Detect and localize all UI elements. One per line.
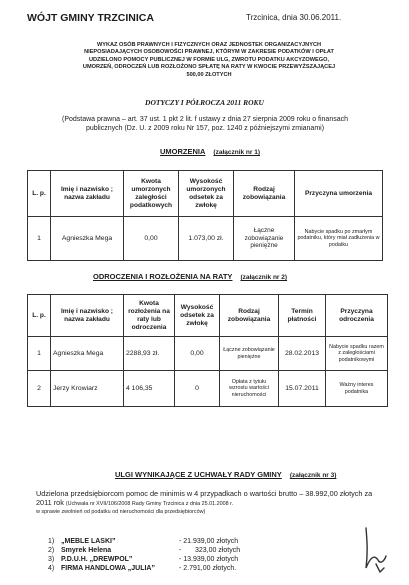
cell-lp: 1 bbox=[28, 217, 51, 261]
cell-name: Agnieszka Mega bbox=[51, 217, 124, 261]
cell-due: 15.07.2011 bbox=[279, 371, 326, 407]
section1-attachment: (załącznik nr 1) bbox=[213, 149, 261, 156]
cell-reason: Nabycie spadku razem z zaległościami podatnikowymi bbox=[326, 337, 388, 371]
col-header: Kwota umorzonych zaległości podatkowych bbox=[124, 171, 179, 217]
cell-lp: 1 bbox=[28, 337, 51, 371]
beneficiary-name: FIRMA HANDLOWA „JULIA” bbox=[61, 565, 155, 572]
title-line: UMORZEŃ, ODROCZEŃ LUB ROZŁOŻONO SPŁATĘ NA RATY W KWOCIE PRZEWYŻSZAJĄCEJ bbox=[82, 64, 336, 71]
cell-type: Opłata z tytułu wzrostu wartości nieruchomości bbox=[220, 371, 279, 407]
section1-title: UMORZENIA bbox=[160, 147, 206, 156]
cell-interest: 1.073,00 zł. bbox=[179, 217, 234, 261]
item-number: 1) bbox=[48, 538, 55, 545]
title-line: NIEPOSIADAJĄCYCH OSOBOWOŚCI PRAWNEJ, KTÓRYM W ZAKRESIE PODATKÓW I OPŁAT bbox=[84, 49, 334, 56]
cell-due: 28.02.2013 bbox=[279, 337, 326, 371]
cell-interest: 0,00 bbox=[175, 337, 220, 371]
deminimis-paragraph bbox=[36, 490, 376, 517]
table-row bbox=[28, 217, 383, 261]
title-line: 500,00 ZŁOTYCH bbox=[186, 71, 232, 78]
item-number: 3) bbox=[48, 556, 55, 563]
col-header: Kwota rozłożenia na raty lub odroczenia bbox=[124, 295, 175, 337]
resolution-note-continued: w sprawie zwolnień od podatku od nieruchomości dla przedsiębiorców) bbox=[36, 509, 206, 515]
beneficiary-amount: - 21.939,00 złotych bbox=[179, 538, 239, 545]
cell-type: Łączne zobowiązanie pieniężne bbox=[220, 337, 279, 371]
place-date: Trzcinica, dnia 30.06.2011. bbox=[246, 13, 342, 22]
authority-title: WÓJT GMINY TRZCINICA bbox=[27, 12, 154, 24]
beneficiary-name: Smyrek Helena bbox=[61, 547, 112, 554]
table-header-row bbox=[28, 171, 383, 217]
cell-reason: Nabycie spadku po zmarłym podatniku, który miał zadłużenia w podatku bbox=[295, 217, 383, 261]
document-title bbox=[44, 42, 374, 79]
beneficiary-amount: - 2.791,00 złotych. bbox=[179, 565, 237, 572]
cell-reason: Ważny interes podatnika bbox=[326, 371, 388, 407]
legal-basis: (Podstawa prawna – art. 37 ust. 1 pkt 2 lit. f ustawy z dnia 27 sierpnia 2009 roku o finansach publicznych (Dz. U. z 2009 roku Nr 157, poz. 1240 z późniejszymi zmianami) bbox=[62, 116, 348, 132]
beneficiary-amount: - 323,00 złotych bbox=[179, 547, 241, 554]
col-header: Termin płatności bbox=[279, 295, 326, 337]
col-header: Przyczyna umorzenia bbox=[295, 171, 383, 217]
table-header-row bbox=[28, 295, 388, 337]
cell-type: Łączne zobowiązanie pieniężne bbox=[234, 217, 295, 261]
section3-heading bbox=[115, 470, 336, 479]
cell-amount: 0,00 bbox=[124, 217, 179, 261]
beneficiary-amount: - 13.939,00 złotych bbox=[179, 556, 239, 563]
item-number: 2) bbox=[48, 547, 55, 554]
resolution-note: (Uchwała nr XVII/106/2008 Rady Gminy Trzcinica z dnia 25.01.2008 r. bbox=[65, 500, 234, 507]
cell-amount: 4 106,35 bbox=[124, 371, 175, 407]
section2-heading bbox=[93, 272, 287, 281]
col-header: Imię i nazwisko ; nazwa zakładu bbox=[51, 171, 124, 217]
remissions-table bbox=[27, 170, 383, 261]
col-header: Przyczyna odroczenia bbox=[326, 295, 388, 337]
col-header: Rodzaj zobowiązania bbox=[220, 295, 279, 337]
cell-name: Jerzy Krowiarz bbox=[51, 371, 124, 407]
table-row bbox=[28, 371, 388, 407]
section3-title: ULGI WYNIKAJĄCE Z UCHWAŁY RADY GMINY bbox=[115, 470, 282, 479]
col-header: Wysokość umorzonych odsetek za zwłokę bbox=[179, 171, 234, 217]
col-header: Imię i nazwisko ; nazwa zakładu bbox=[51, 295, 124, 337]
col-header: L. p. bbox=[28, 295, 51, 337]
table-row bbox=[28, 337, 388, 371]
deminimis-text: Udzielona przedsiębiorcom pomoc de minimis w 4 przypadkach o wartości brutto – 38.992,00 złotych za 2011 rok bbox=[36, 489, 373, 507]
section2-attachment: (załącznik nr 2) bbox=[240, 274, 288, 281]
period-heading: DOTYCZY I PÓŁROCZA 2011 ROKU bbox=[145, 98, 264, 107]
cell-amount: 2288,93 zł. bbox=[124, 337, 175, 371]
deferrals-table bbox=[27, 294, 388, 407]
cell-lp: 2 bbox=[28, 371, 51, 407]
beneficiary-name: P.D.U.H. „DREWPOL” bbox=[61, 556, 133, 563]
col-header: Rodzaj zobowiązania bbox=[234, 171, 295, 217]
section1-heading bbox=[160, 147, 260, 156]
section2-title: ODROCZENIA I ROZŁOŻENIA NA RATY bbox=[93, 272, 233, 281]
section3-attachment: (załącznik nr 3) bbox=[289, 472, 337, 479]
col-header: Wysokość odsetek za zwłokę bbox=[175, 295, 220, 337]
cell-name: Agnieszka Mega bbox=[51, 337, 124, 371]
title-line: WYKAZ OSÓB PRAWNYCH I FIZYCZNYCH ORAZ JEDNOSTEK ORGANIZACYJNYCH bbox=[96, 42, 322, 48]
beneficiary-name: „MEBLE LASKI” bbox=[61, 538, 116, 545]
item-number: 4) bbox=[48, 565, 55, 572]
handwritten-signature bbox=[360, 524, 390, 576]
cell-interest: 0 bbox=[175, 371, 220, 407]
title-line: UDZIELONO POMOCY PUBLICZNEJ W FORMIE ULG, ZWROTU PODATKU AKCYZOWEGO, bbox=[88, 56, 330, 63]
col-header: L. p. bbox=[28, 171, 51, 217]
